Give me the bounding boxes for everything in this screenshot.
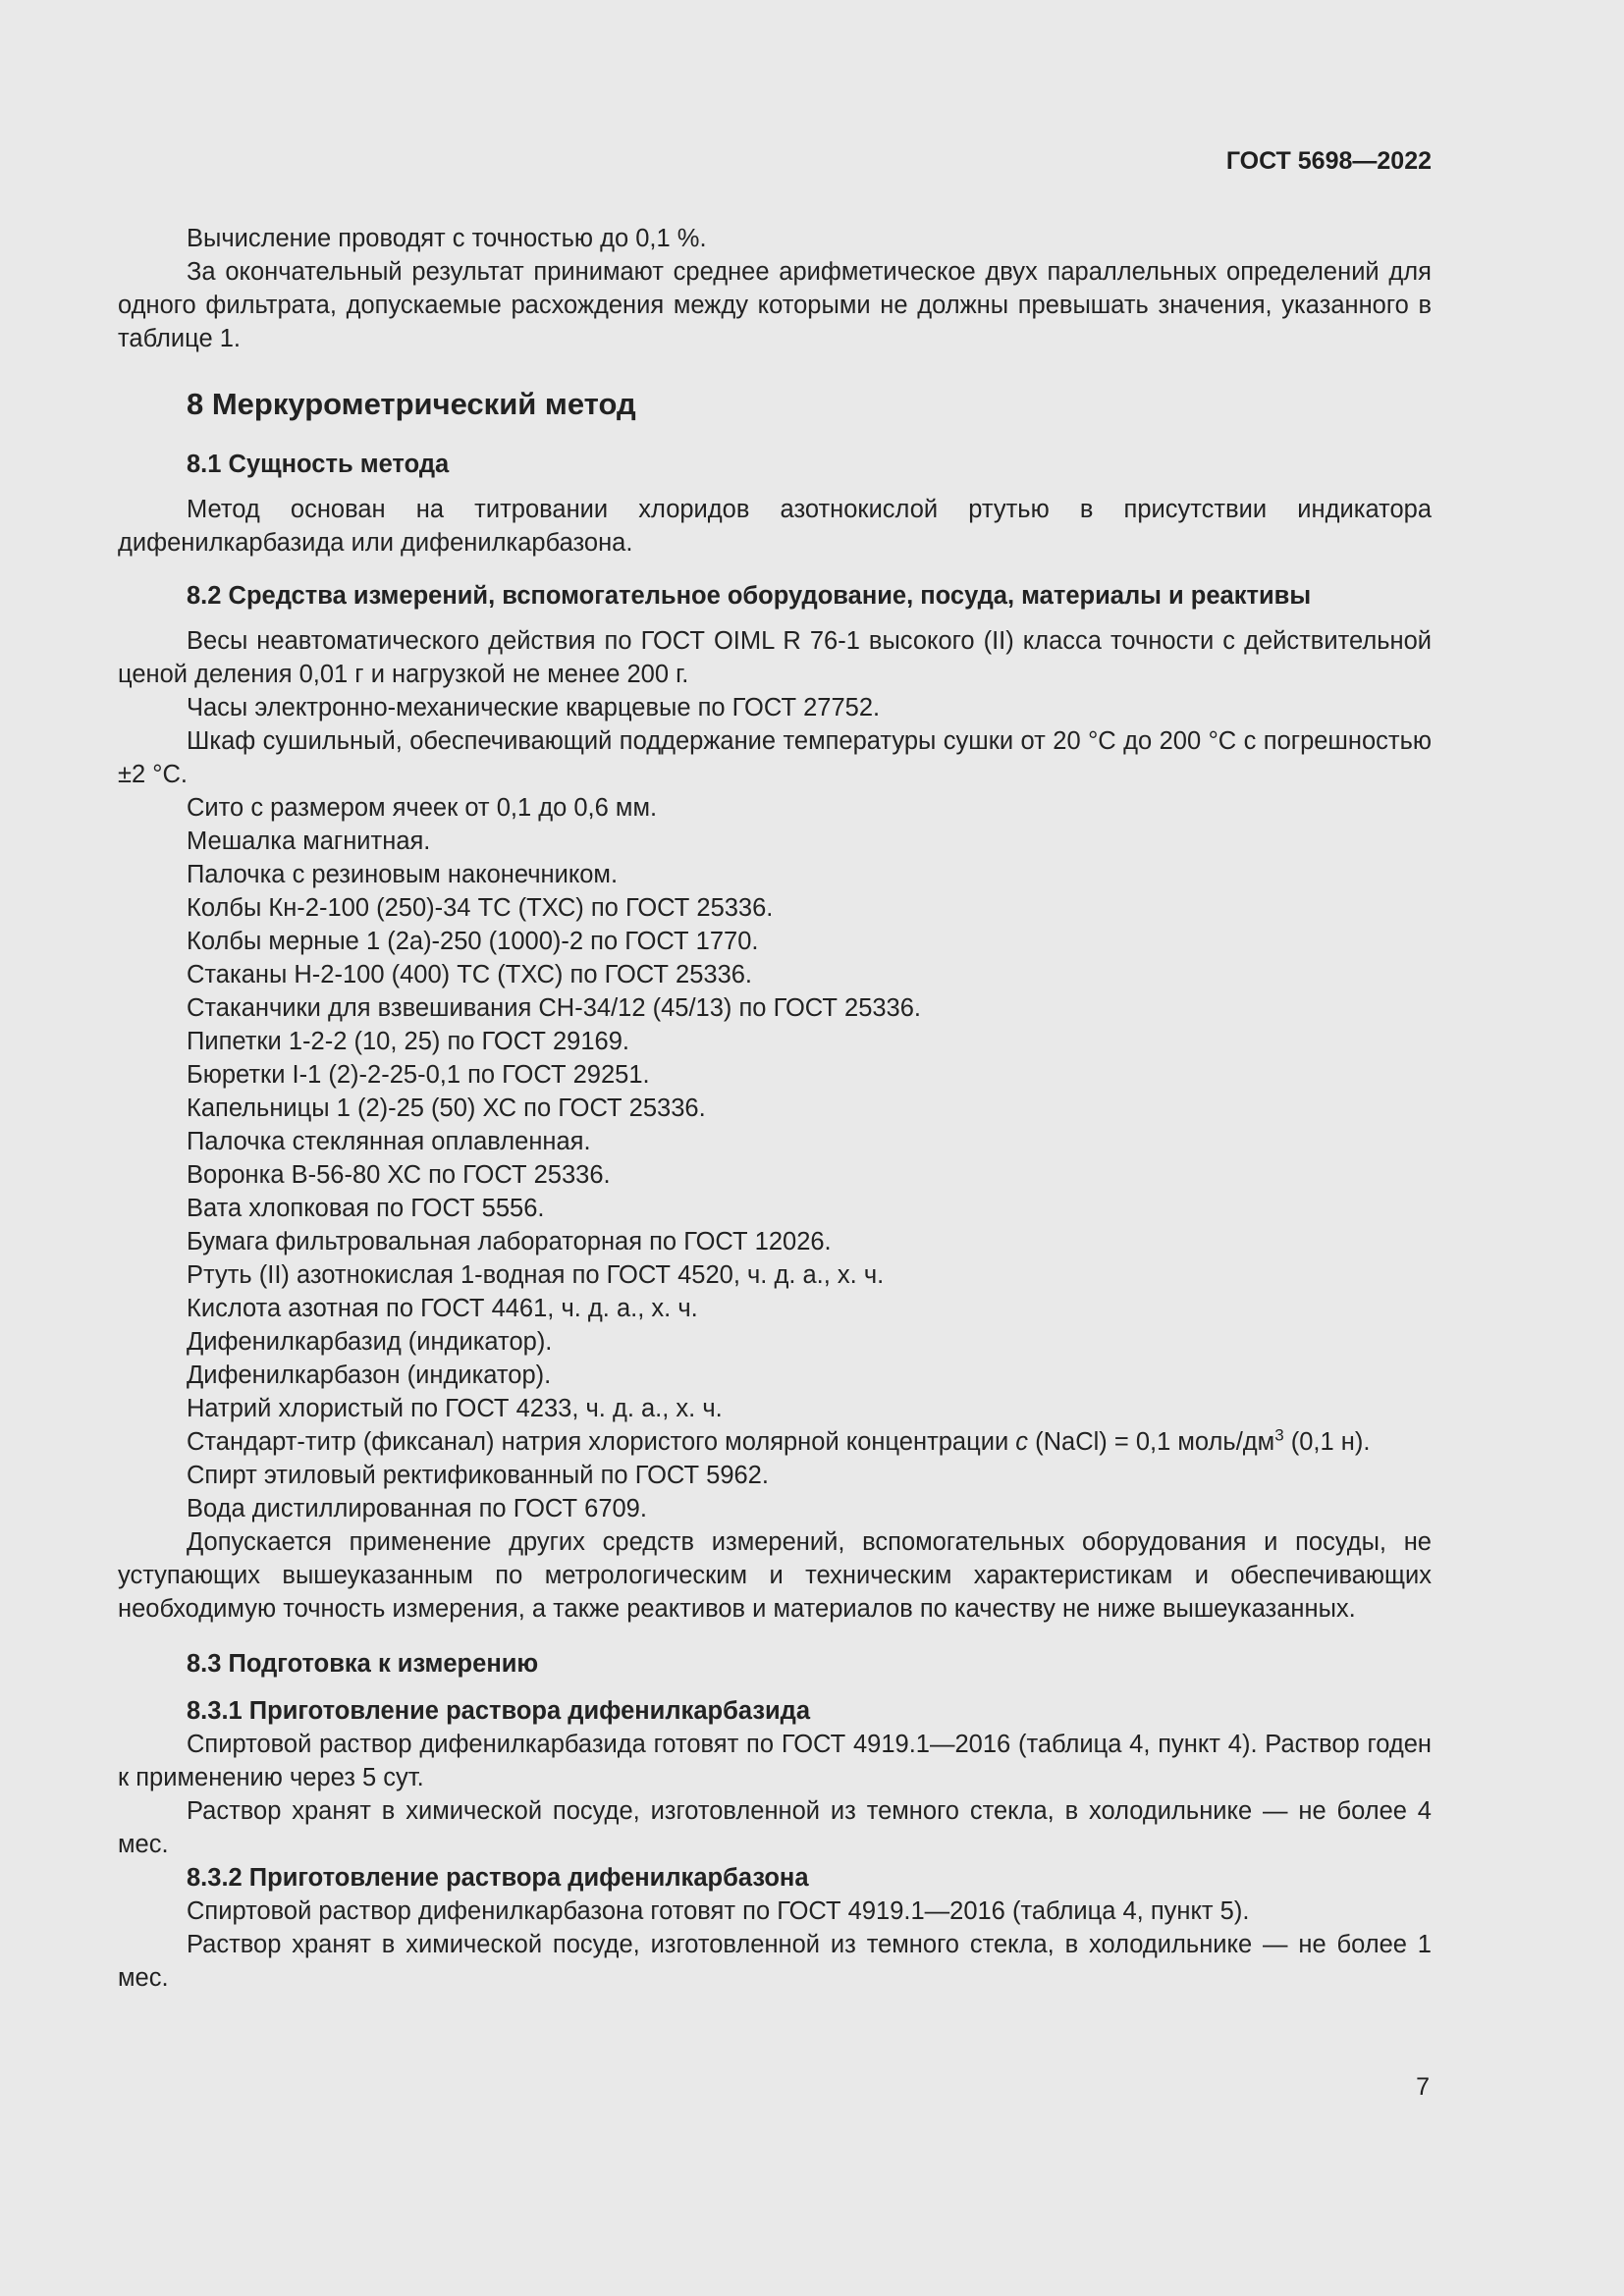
list-item: Дифенилкарбазон (индикатор). xyxy=(187,1362,552,1389)
list-item: Кислота азотная по ГОСТ 4461, ч. д. а., х. ч. xyxy=(187,1295,698,1322)
list-item: Сито с размером ячеек от 0,1 до 0,6 мм. xyxy=(187,794,658,822)
paragraph: Раствор хранят в химической посуде, изготовленной из темного стекла, в холодильнике — не более 1 мес. xyxy=(118,1931,1432,1992)
list-item: Палочка с резиновым наконечником. xyxy=(187,861,619,888)
document-id-header: ГОСТ 5698—2022 xyxy=(1225,147,1432,175)
list-item: Часы электронно-механические кварцевые по ГОСТ 27752. xyxy=(187,694,881,721)
list-item: Капельницы 1 (2)-25 (50) ХС по ГОСТ 25336. xyxy=(187,1095,706,1122)
list-item: Стаканчики для взвешивания СН-34/12 (45/13) по ГОСТ 25336. xyxy=(187,994,922,1022)
titr-superscript: 3 xyxy=(1274,1425,1284,1445)
list-item: Пипетки 1-2-2 (10, 25) по ГОСТ 29169. xyxy=(187,1028,629,1055)
list-item-standard-titr xyxy=(118,1425,1432,1459)
list-item: Колбы Кн-2-100 (250)-34 ТС (ТХС) по ГОСТ 25336. xyxy=(187,894,774,922)
section-8-1-heading: 8.1 Сущность метода xyxy=(187,451,450,478)
list-item: Колбы мерные 1 (2а)-250 (1000)-2 по ГОСТ 1770. xyxy=(187,928,759,955)
list-item: Ртуть (II) азотнокислая 1-водная по ГОСТ 4520, ч. д. а., х. ч. xyxy=(187,1261,885,1289)
list-item: Вода дистиллированная по ГОСТ 6709. xyxy=(187,1495,647,1522)
paragraph: Спиртовой раствор дифенилкарбазона готовят по ГОСТ 4919.1—2016 (таблица 4, пункт 5). xyxy=(187,1897,1250,1925)
list-item: Мешалка магнитная. xyxy=(187,828,431,855)
section-8-3-2-heading: 8.3.2 Приготовление раствора дифенилкарбазона xyxy=(187,1864,809,1892)
section-8-heading: 8 Меркурометрический метод xyxy=(187,387,636,421)
paragraph: Вычисление проводят с точностью до 0,1 %. xyxy=(187,225,707,252)
titr-text-c: (0,1 н). xyxy=(1283,1428,1371,1456)
paragraph: Спиртовой раствор дифенилкарбазида готовят по ГОСТ 4919.1—2016 (таблица 4, пункт 4). Раствор годен к применению через 5 сут. xyxy=(118,1731,1432,1791)
titr-text-b: (NaCl) = 0,1 моль/дм xyxy=(1028,1428,1275,1456)
section-8-3-1-heading: 8.3.1 Приготовление раствора дифенилкарбазида xyxy=(187,1697,811,1725)
titr-text-a: Стандарт-титр (фиксанал) натрия хлористого молярной концентрации xyxy=(187,1428,1016,1456)
list-item: Весы неавтоматического действия по ГОСТ OIML R 76-1 высокого (II) класса точности с действительной ценой деления 0,01 г и нагрузкой не менее 200 г. xyxy=(118,627,1432,688)
list-item: Воронка В-56-80 ХС по ГОСТ 25336. xyxy=(187,1161,611,1189)
list-item: Натрий хлористый по ГОСТ 4233, ч. д. а., х. ч. xyxy=(187,1395,723,1422)
paragraph-note: Допускается применение других средств измерений, вспомогательных оборудования и посуды, не уступающих вышеуказанным по метрологическим и техническим характеристикам и обеспечивающих необходимую точность измерения, а также реактивов и материалов по качеству не ниже вышеуказанных. xyxy=(118,1528,1432,1623)
list-item: Вата хлопковая по ГОСТ 5556. xyxy=(187,1195,545,1222)
list-item: Палочка стеклянная оплавленная. xyxy=(187,1128,591,1155)
list-item: Стаканы Н-2-100 (400) ТС (ТХС) по ГОСТ 25336. xyxy=(187,961,753,988)
list-item: Шкаф сушильный, обеспечивающий поддержание температуры сушки от 20 °С до 200 °С с погрешностью ±2 °С. xyxy=(118,727,1432,788)
list-item: Бумага фильтровальная лабораторная по ГОСТ 12026. xyxy=(187,1228,832,1255)
section-8-3-heading: 8.3 Подготовка к измерению xyxy=(187,1650,539,1678)
section-8-2-heading: 8.2 Средства измерений, вспомогательное оборудование, посуда, материалы и реактивы xyxy=(187,582,1312,610)
list-item: Бюретки I-1 (2)-2-25-0,1 по ГОСТ 29251. xyxy=(187,1061,650,1089)
list-item: Спирт этиловый ректификованный по ГОСТ 5962. xyxy=(187,1462,769,1489)
paragraph: За окончательный результат принимают среднее арифметическое двух параллельных определений для одного фильтрата, допускаемые расхождения между которыми не должны превышать значения, указанного в таблице 1. xyxy=(118,258,1432,352)
paragraph: Раствор хранят в химической посуде, изготовленной из темного стекла, в холодильнике — не более 4 мес. xyxy=(118,1797,1432,1858)
paragraph: Метод основан на титровании хлоридов азотнокислой ртутью в присутствии индикатора дифенилкарбазида или дифенилкарбазона. xyxy=(118,496,1432,557)
titr-symbol-c: c xyxy=(1015,1428,1029,1456)
page-number: 7 xyxy=(1416,2073,1430,2101)
document-body xyxy=(118,222,1432,1995)
list-item: Дифенилкарбазид (индикатор). xyxy=(187,1328,553,1356)
